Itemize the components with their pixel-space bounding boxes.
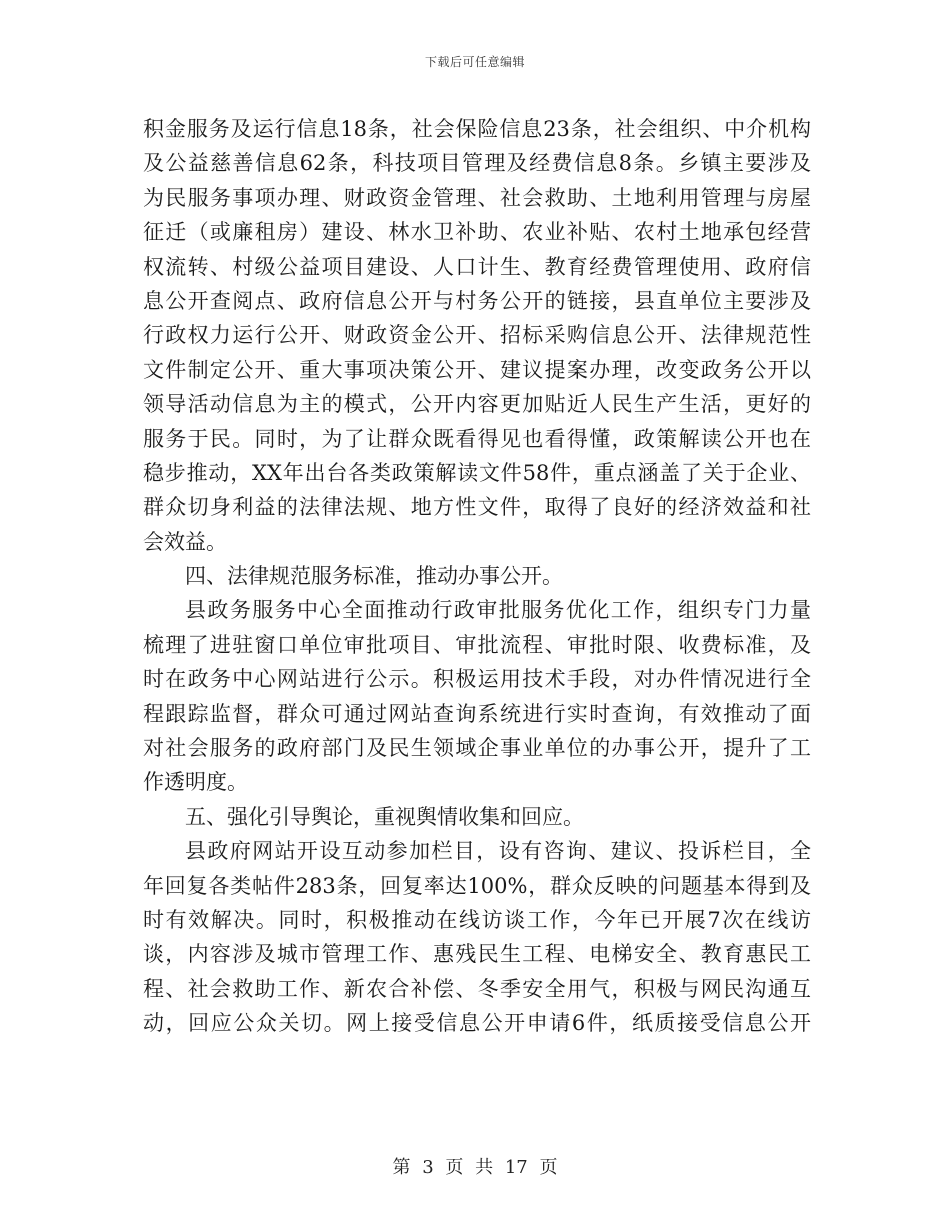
text-line: 四、法律规范服务标准，推动办事公开。 — [185, 564, 563, 589]
text-line: 年回复各类帖件283条，回复率达100%，群众反映的问题基本得到及 — [143, 873, 811, 898]
page-number-footer: 第 3 页 共 17 页 — [392, 1157, 558, 1178]
text-line: 及公益慈善信息62条，科技项目管理及经费信息8条。乡镇主要涉及 — [143, 151, 811, 176]
header-note: 下载后可任意编辑 — [424, 55, 525, 69]
document-body — [143, 112, 811, 1041]
text-line: 五、强化引导舆论，重视舆情收集和回应。 — [185, 804, 584, 829]
text-line: 为民服务事项办理、财政资金管理、社会救助、土地利用管理与房屋 — [143, 185, 811, 210]
text-line: 梳理了进驻窗口单位审批项目、审批流程、审批时限、收费标准，及 — [143, 632, 811, 657]
text-line: 时有效解决。同时，积极推动在线访谈工作，今年已开展7次在线访 — [143, 907, 811, 932]
text-line: 稳步推动，XX年出台各类政策解读文件58件，重点涵盖了关于企业、 — [143, 460, 811, 485]
text-line: 谈，内容涉及城市管理工作、惠残民生工程、电梯安全、教育惠民工 — [143, 942, 811, 967]
text-line: 会效益。 — [143, 529, 227, 554]
text-line: 对社会服务的政府部门及民生领域企事业单位的办事公开，提升了工 — [143, 736, 811, 761]
text-line: 县政府网站开设互动参加栏目，设有咨询、建议、投诉栏目，全 — [185, 839, 811, 864]
text-line: 息公开查阅点、政府信息公开与村务公开的链接，县直单位主要涉及 — [143, 288, 811, 313]
text-line: 动，回应公众关切。网上接受信息公开申请6件，纸质接受信息公开 — [143, 1011, 811, 1036]
text-line: 权流转、村级公益项目建设、人口计生、教育经费管理使用、政府信 — [143, 254, 811, 279]
text-line: 程、社会救助工作、新农合补偿、冬季安全用气，积极与网民沟通互 — [143, 976, 811, 1001]
text-line: 积金服务及运行信息18条，社会保险信息23条，社会组织、中介机构 — [143, 117, 811, 141]
text-line: 程跟踪监督，群众可通过网站查询系统进行实时查询，有效推动了面 — [143, 701, 811, 726]
text-line: 作透明度。 — [143, 770, 248, 795]
text-line: 行政权力运行公开、财政资金公开、招标采购信息公开、法律规范性 — [143, 323, 811, 348]
text-line: 文件制定公开、重大事项决策公开、建议提案办理，改变政务公开以 — [143, 357, 811, 382]
text-line: 群众切身利益的法律法规、地方性文件，取得了良好的经济效益和社 — [143, 495, 811, 520]
text-line: 县政务服务中心全面推动行政审批服务优化工作，组织专门力量 — [185, 598, 811, 623]
text-line: 征迁（或廉租房）建设、林水卫补助、农业补贴、农村土地承包经营 — [143, 220, 811, 245]
text-line: 领导活动信息为主的模式，公开内容更加贴近人民生产生活，更好的 — [143, 392, 811, 417]
text-line: 服务于民。同时，为了让群众既看得见也看得懂，政策解读公开也在 — [143, 426, 811, 451]
text-line: 时在政务中心网站进行公示。积极运用技术手段，对办件情况进行全 — [143, 667, 811, 692]
